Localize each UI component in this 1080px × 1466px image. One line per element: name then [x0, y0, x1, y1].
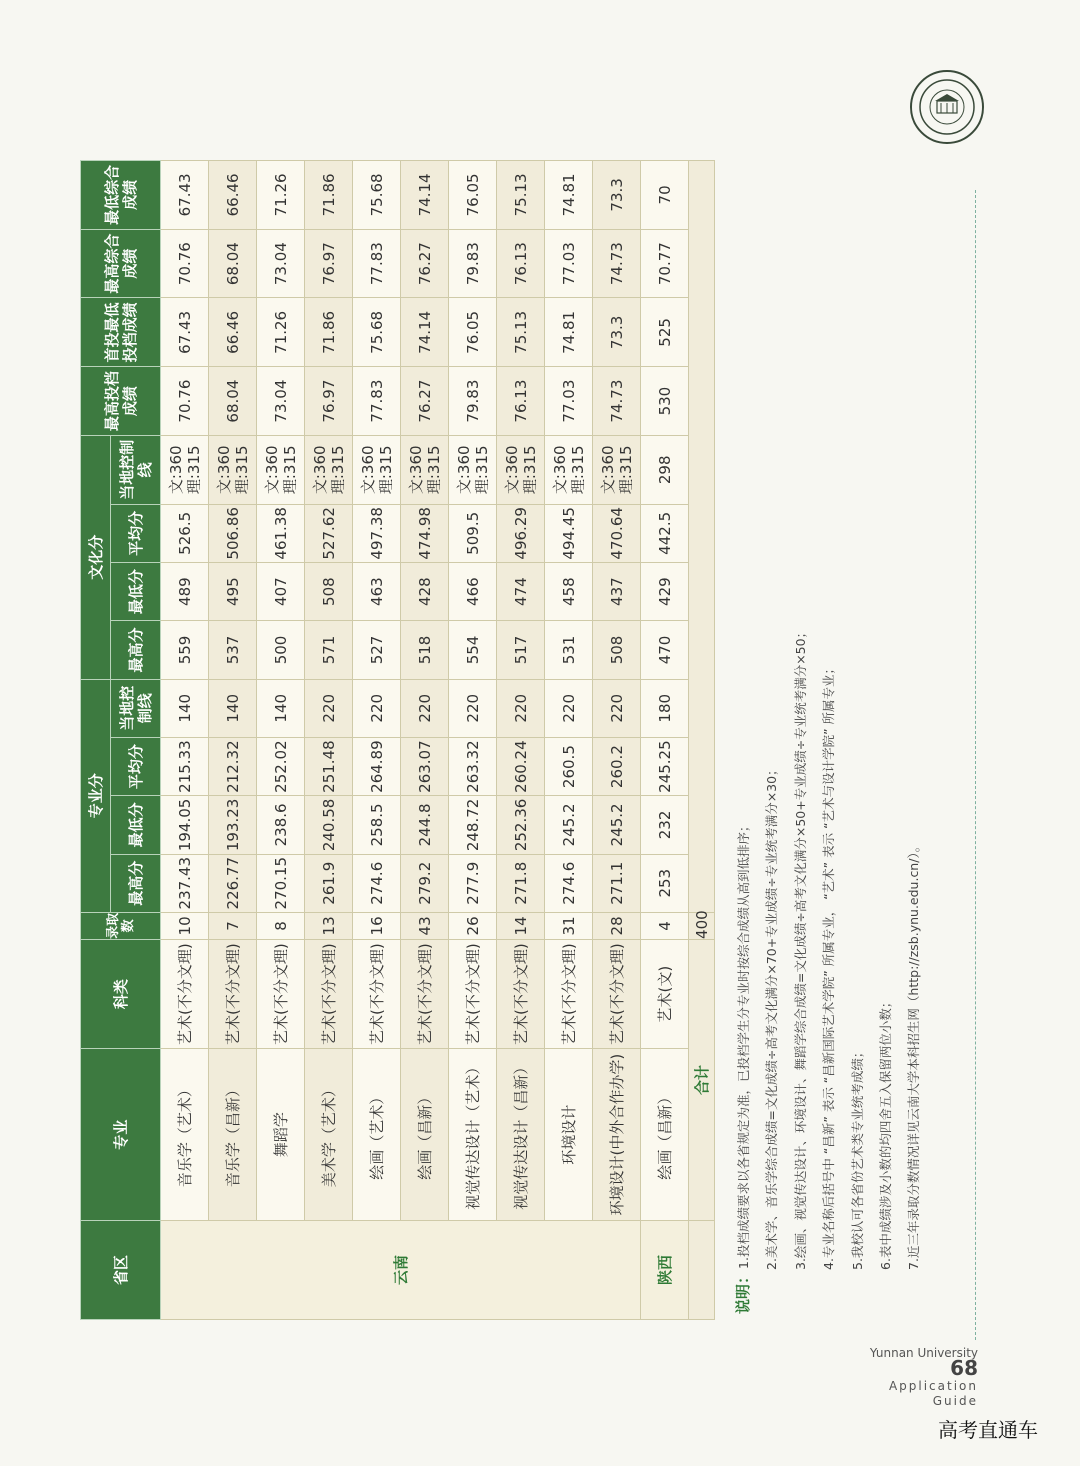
- table-cell: 220: [449, 679, 497, 737]
- note-3: 3.绘画、视觉传达设计、环境设计、舞蹈学综合成绩=文化成绩÷高考文化满分×50+专业成绩÷专业统考满分×50；: [792, 625, 808, 1270]
- table-cell: 220: [401, 679, 449, 737]
- table-cell: 76.27: [401, 229, 449, 298]
- table-cell: 252.36: [497, 796, 545, 854]
- table-cell: 艺术(不分文理): [449, 939, 497, 1048]
- table-cell: 76.05: [449, 161, 497, 230]
- university-seal: [910, 70, 984, 144]
- table-row: [497, 161, 545, 1320]
- table-cell: 文:360 理:315: [545, 435, 593, 504]
- table-cell: 绘画（昌新）: [641, 1049, 689, 1221]
- header-prof-ctrl: 当地控制线: [111, 679, 161, 737]
- table-cell: 14: [497, 912, 545, 939]
- table-cell: 274.6: [545, 854, 593, 912]
- header-province: 省区: [81, 1221, 161, 1320]
- table-cell: 437: [593, 562, 641, 620]
- table-cell: 73.04: [257, 229, 305, 298]
- table-cell: 艺术(不分文理): [209, 939, 257, 1048]
- table-cell: 76.13: [497, 367, 545, 436]
- table-cell: 文:360 理:315: [593, 435, 641, 504]
- table-cell: 461.38: [257, 504, 305, 562]
- table-cell: 232: [641, 796, 689, 854]
- table-cell: 458: [545, 562, 593, 620]
- table-cell: 508: [305, 562, 353, 620]
- table-row: [161, 161, 209, 1320]
- table-cell: 美术学（艺术）: [305, 1049, 353, 1221]
- table-cell: 28: [593, 912, 641, 939]
- table-cell: 248.72: [449, 796, 497, 854]
- header-cult-group: 文化分: [81, 435, 111, 679]
- table-cell: 271.1: [593, 854, 641, 912]
- table-cell: 238.6: [257, 796, 305, 854]
- table-cell: 220: [545, 679, 593, 737]
- table-cell: 508: [593, 621, 641, 679]
- table-cell: 8: [257, 912, 305, 939]
- table-cell: 245.2: [545, 796, 593, 854]
- table-cell: 26: [449, 912, 497, 939]
- table-cell: 74.73: [593, 229, 641, 298]
- table-cell: 193.23: [209, 796, 257, 854]
- table-cell: 75.68: [353, 161, 401, 230]
- table-cell: 531: [545, 621, 593, 679]
- table-cell: 497.38: [353, 504, 401, 562]
- table-cell: 4: [641, 912, 689, 939]
- table-cell: 470: [641, 621, 689, 679]
- table-cell: 220: [593, 679, 641, 737]
- table-row: [209, 161, 257, 1320]
- table-cell: 77.03: [545, 367, 593, 436]
- table-cell: 音乐学（艺术）: [161, 1049, 209, 1221]
- header-cult-ctrl: 当地控制线: [111, 435, 161, 504]
- page-number: 68: [950, 1356, 978, 1380]
- table-cell: 270.15: [257, 854, 305, 912]
- table-cell: 66.46: [209, 161, 257, 230]
- table-cell: 10: [161, 912, 209, 939]
- table-cell: 245.25: [641, 737, 689, 795]
- footer-guide: Application Guide: [888, 1379, 978, 1408]
- header-max-file: 最高投档成绩: [81, 367, 161, 436]
- watermark: 高考直通车: [938, 1418, 1038, 1442]
- notes-head: 说明：: [734, 1268, 752, 1314]
- total-blank: [689, 161, 715, 913]
- table-cell: 253: [641, 854, 689, 912]
- table-cell: 绘画（艺术）: [353, 1049, 401, 1221]
- table-cell: 73.3: [593, 161, 641, 230]
- table-cell: 70.76: [161, 229, 209, 298]
- table-cell: 571: [305, 621, 353, 679]
- table-cell: 艺术(不分文理): [305, 939, 353, 1048]
- table-cell: 180: [641, 679, 689, 737]
- table-cell: 文:360 理:315: [209, 435, 257, 504]
- table-cell: 245.2: [593, 796, 641, 854]
- header-prof-min: 最低分: [111, 796, 161, 854]
- table-cell: 文:360 理:315: [305, 435, 353, 504]
- table-cell: 263.07: [401, 737, 449, 795]
- table-cell: 79.83: [449, 367, 497, 436]
- table-cell: 263.32: [449, 737, 497, 795]
- table-cell: 75.68: [353, 298, 401, 367]
- table-cell: 77.03: [545, 229, 593, 298]
- page-footer: [850, 1346, 978, 1409]
- table-row: [305, 161, 353, 1320]
- table-cell: 环境设计(中外合作办学): [593, 1049, 641, 1221]
- header-prof-max: 最高分: [111, 854, 161, 912]
- table-cell: 489: [161, 562, 209, 620]
- header-cult-max: 最高分: [111, 621, 161, 679]
- table-cell: 74.81: [545, 161, 593, 230]
- seal-icon: [917, 77, 977, 137]
- total-label: 合计: [689, 939, 715, 1220]
- table-cell: 298: [641, 435, 689, 504]
- table-cell: 75.13: [497, 161, 545, 230]
- table-cell: 530: [641, 367, 689, 436]
- table-cell: 13: [305, 912, 353, 939]
- table-cell: 258.5: [353, 796, 401, 854]
- admission-score-table: [80, 160, 715, 1320]
- table-cell: 66.46: [209, 298, 257, 367]
- table-cell: 68.04: [209, 229, 257, 298]
- note-1: 说明：1.投档成绩要求以各省规定为准，已投档学生分专业时按综合成绩从高到低排序；: [734, 819, 752, 1314]
- table-cell: 260.2: [593, 737, 641, 795]
- header-min-comp: 最低综合成绩: [81, 161, 161, 230]
- header-major: 专业: [81, 1049, 161, 1221]
- table-cell: 226.77: [209, 854, 257, 912]
- table-cell: 527: [353, 621, 401, 679]
- table-cell: 509.5: [449, 504, 497, 562]
- table-cell: 67.43: [161, 298, 209, 367]
- table-cell: 244.8: [401, 796, 449, 854]
- table-cell: 194.05: [161, 796, 209, 854]
- table-cell: 220: [353, 679, 401, 737]
- header-cult-min: 最低分: [111, 562, 161, 620]
- table-cell: 43: [401, 912, 449, 939]
- table-cell: 文:360 理:315: [449, 435, 497, 504]
- table-cell: 260.24: [497, 737, 545, 795]
- table-row: [593, 161, 641, 1320]
- table-cell: 68.04: [209, 367, 257, 436]
- table-cell: 442.5: [641, 504, 689, 562]
- table-cell: 470.64: [593, 504, 641, 562]
- table-cell: 70.76: [161, 367, 209, 436]
- table-cell: 76.13: [497, 229, 545, 298]
- table-cell: 绘画（昌新）: [401, 1049, 449, 1221]
- table-cell: 494.45: [545, 504, 593, 562]
- table-row: [449, 161, 497, 1320]
- province-cell: 陕西: [641, 1221, 689, 1320]
- table-cell: 视觉传达设计（昌新）: [497, 1049, 545, 1221]
- table-cell: 537: [209, 621, 257, 679]
- table-cell: 517: [497, 621, 545, 679]
- table-row: [545, 161, 593, 1320]
- table-cell: 71.86: [305, 298, 353, 367]
- table-cell: 212.32: [209, 737, 257, 795]
- table-cell: 240.58: [305, 796, 353, 854]
- table-cell: 463: [353, 562, 401, 620]
- note-6: 6.表中成绩涉及小数的均四舍五入保留两位小数；: [878, 995, 894, 1270]
- table-cell: 466: [449, 562, 497, 620]
- table-cell: 554: [449, 621, 497, 679]
- note-4: 4.专业名称后括号中 “昌新” 表示 “昌新国际艺术学院” 所属专业， “艺术” 表示 “艺术与设计学院” 所属专业；: [821, 661, 837, 1270]
- table-cell: 环境设计: [545, 1049, 593, 1221]
- table-cell: 艺术(不分文理): [353, 939, 401, 1048]
- header-max-comp: 最高综合成绩: [81, 229, 161, 298]
- header-prof-avg: 平均分: [111, 737, 161, 795]
- table-cell: 文:360 理:315: [497, 435, 545, 504]
- dashed-divider: [975, 190, 976, 1340]
- table-row: [641, 161, 689, 1320]
- table-cell: 文:360 理:315: [161, 435, 209, 504]
- table-cell: 77.83: [353, 229, 401, 298]
- table-cell: 71.26: [257, 161, 305, 230]
- header-cult-avg: 平均分: [111, 504, 161, 562]
- table-cell: 艺术(不分文理): [161, 939, 209, 1048]
- table-cell: 文:360 理:315: [257, 435, 305, 504]
- table-cell: 艺术(不分文理): [257, 939, 305, 1048]
- table-cell: 77.83: [353, 367, 401, 436]
- table-cell: 140: [161, 679, 209, 737]
- table-cell: 74.14: [401, 298, 449, 367]
- table-cell: 音乐学（昌新）: [209, 1049, 257, 1221]
- note-7: 7.近三年录取分数情况详见云南大学本科招生网（http://zsb.ynu.edu.cn/）。: [906, 839, 922, 1270]
- table-cell: 艺术(不分文理): [401, 939, 449, 1048]
- table-cell: 220: [497, 679, 545, 737]
- header-category: 科类: [81, 939, 161, 1048]
- table-cell: 文:360 理:315: [353, 435, 401, 504]
- table-cell: 474: [497, 562, 545, 620]
- table-cell: 140: [209, 679, 257, 737]
- table-cell: 67.43: [161, 161, 209, 230]
- table-row: [401, 161, 449, 1320]
- table-cell: 251.48: [305, 737, 353, 795]
- table-cell: 559: [161, 621, 209, 679]
- table-cell: 视觉传达设计（艺术）: [449, 1049, 497, 1221]
- table-cell: 74.81: [545, 298, 593, 367]
- table-row: [353, 161, 401, 1320]
- table-cell: 220: [305, 679, 353, 737]
- rotated-content: [80, 160, 940, 1320]
- header-admit: 录取数: [81, 912, 161, 939]
- table-cell: 252.02: [257, 737, 305, 795]
- table-cell: 496.29: [497, 504, 545, 562]
- table-cell: 271.8: [497, 854, 545, 912]
- table-cell: 16: [353, 912, 401, 939]
- table-cell: 527.62: [305, 504, 353, 562]
- footer-university: Yunnan University: [869, 1346, 978, 1360]
- table-cell: 506.86: [209, 504, 257, 562]
- total-count: 400: [689, 912, 715, 939]
- table-row: [257, 161, 305, 1320]
- table-cell: 艺术(不分文理): [593, 939, 641, 1048]
- table-cell: 140: [257, 679, 305, 737]
- table-cell: 429: [641, 562, 689, 620]
- table-cell: 261.9: [305, 854, 353, 912]
- table-cell: 274.6: [353, 854, 401, 912]
- table-cell: 75.13: [497, 298, 545, 367]
- total-row: [689, 161, 715, 1320]
- table-cell: 525: [641, 298, 689, 367]
- table-cell: 70.77: [641, 229, 689, 298]
- table-cell: 74.73: [593, 367, 641, 436]
- table-cell: 文:360 理:315: [401, 435, 449, 504]
- table-cell: 428: [401, 562, 449, 620]
- notes-section: [729, 160, 929, 1320]
- header-min-file: 首投最低投档成绩: [81, 298, 161, 367]
- table-cell: 舞蹈学: [257, 1049, 305, 1221]
- table-cell: 264.89: [353, 737, 401, 795]
- table-cell: 500: [257, 621, 305, 679]
- table-cell: 7: [209, 912, 257, 939]
- province-cell: 云南: [161, 1221, 641, 1320]
- table-cell: 526.5: [161, 504, 209, 562]
- table-cell: 518: [401, 621, 449, 679]
- table-cell: 260.5: [545, 737, 593, 795]
- table-cell: 76.97: [305, 229, 353, 298]
- table-cell: 76.27: [401, 367, 449, 436]
- table-cell: 73.04: [257, 367, 305, 436]
- table-cell: 79.83: [449, 229, 497, 298]
- table-cell: 279.2: [401, 854, 449, 912]
- header-prof-group: 专业分: [81, 679, 111, 912]
- table-cell: 70: [641, 161, 689, 230]
- note-2: 2.美术学、音乐学综合成绩=文化成绩÷高考文化满分×70+专业成绩÷专业统考满分×30；: [764, 763, 780, 1270]
- table-cell: 76.97: [305, 367, 353, 436]
- table-cell: 艺术(文): [641, 939, 689, 1048]
- table-cell: 艺术(不分文理): [545, 939, 593, 1048]
- table-cell: 407: [257, 562, 305, 620]
- table-cell: 73.3: [593, 298, 641, 367]
- table-cell: 215.33: [161, 737, 209, 795]
- table-cell: 76.05: [449, 298, 497, 367]
- table-cell: 495: [209, 562, 257, 620]
- table-cell: 74.14: [401, 161, 449, 230]
- total-spacer: [689, 1221, 715, 1320]
- table-cell: 71.26: [257, 298, 305, 367]
- table-cell: 237.43: [161, 854, 209, 912]
- table-cell: 474.98: [401, 504, 449, 562]
- table-cell: 277.9: [449, 854, 497, 912]
- note-5: 5.我校认可各省份艺术类专业统考成绩；: [849, 1045, 865, 1270]
- table-cell: 31: [545, 912, 593, 939]
- table-cell: 71.86: [305, 161, 353, 230]
- table-cell: 艺术(不分文理): [497, 939, 545, 1048]
